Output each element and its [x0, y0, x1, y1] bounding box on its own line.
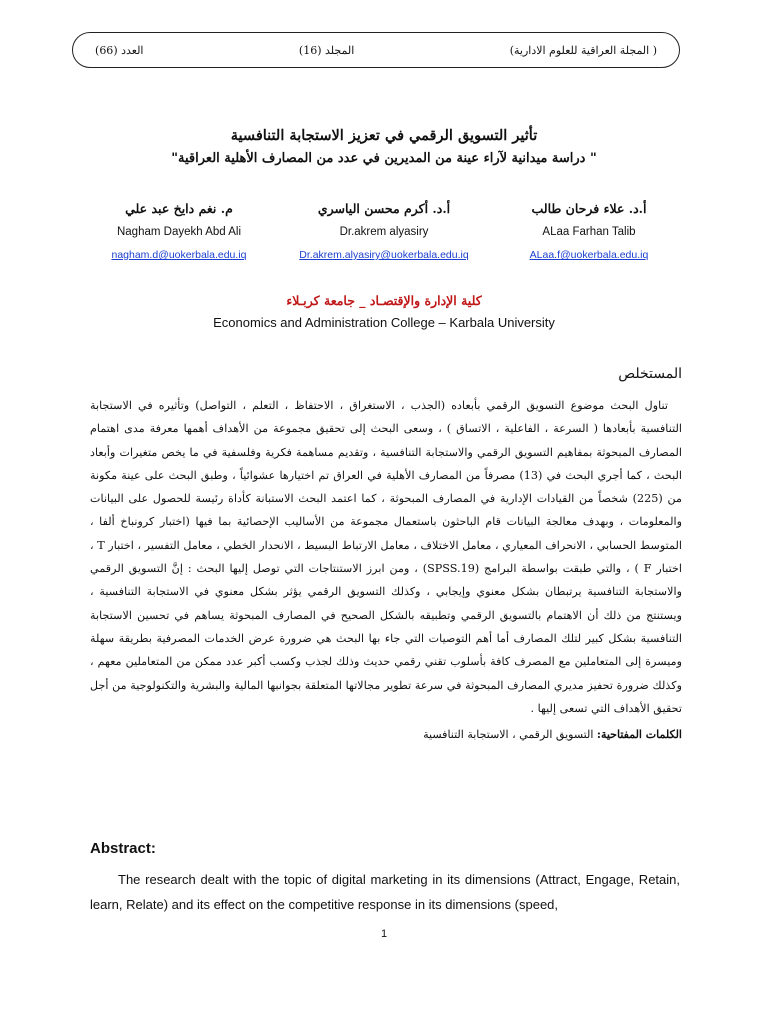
title-block: [0, 124, 768, 170]
english-abstract-heading: Abstract:: [90, 840, 156, 857]
affiliation: [0, 290, 768, 334]
keywords-line: [90, 726, 682, 744]
author-email-link[interactable]: ALaa.f@uokerbala.edu.iq: [529, 249, 649, 261]
arabic-abstract-heading: المستخلص: [618, 366, 682, 382]
arabic-abstract-body: تناول البحث موضوع التسويق الرقمي بأبعاده (الجذب ، الاستغراق ، الاحتفاظ ، التعلم ، التواصل) وتأثيره في الاستجابة التنافسية بأبعادها ( السرعة ، الفاعلية ، الاتساق ) ، وسعى البحث إلى تحقيق مجموعة من الأهداف أهمها معرفة مدى اهتمام المصارف المبحوثة بمفاهيم التسويق الرقمي والاستجابة التنافسية ، وتقديم مساهمة فكرية وفلسفية في ما يخص متغيرات وأبعاد البحث ، كما أجري البحث في (13) مصرفاً من المصارف الأهلية في العراق تم اختيارها عشوائياً ، وطبق البحث على عينة مكونة من (225) شخصاً من القيادات الإدارية في المصارف المبحوثة ، كما اعتمد البحث الاستبانة كأداة رئيسة للحصول على البيانات والمعلومات ، وبهدف معالجة البيانات قام الباحثون باستعمال مجموعة من الأساليب الإحصائية بما فيها (اختبار كرونباخ ألفا ، المتوسط الحسابي ، الانحراف المعياري ، معامل الاختلاف ، معامل الارتباط البسيط ، الانحدار الخطي ، معامل التفسير ، اختبار T ، اختبار F ) ، والتي طبقت بواسطة البرامج (SPSS.19) ، ومن ابرز الاستنتاجات التي توصل إليها البحث : إنَّ التسويق الرقمي والاستجابة التنافسية يرتبطان بشكل معنوي وإيجابي ، وكذلك التسويق الرقمي يؤثر بشكل معنوي في الاستجابة التنافسية ، ويستنتج من ذلك أن الاهتمام بالتسويق الرقمي وتطبيقه بالشكل الصحيح في المصارف المبحوثة يساهم في تحسين الاستجابة التنافسية بشكل كبير لتلك المصارف أما أهم التوصيات التي جاء بها البحث هي ضرورة عرض الخدمات المصرفية بطريقة سهلة وميسرة إلى المتعاملين مع المصرف كافة بأسلوب تقني رقمي حديث وذلك لجذب وكسب أكبر عدد ممكن من المتعاملين معهم ، وكذلك ضرورة تحفيز مديري المصارف المبحوثة في سرعة تطوير مجالاتها المتعلقة بجوانبها المالية والبشرية والتكنولوجية من أجل تحقيق الأهداف التي تسعى إليها .: [90, 399, 682, 715]
college-english: Economics and Administration College – Karbala University: [213, 315, 555, 330]
author-name-english: Dr.akrem alyasiry: [339, 226, 429, 238]
keywords-text: التسويق الرقمي ، الاستجابة التنافسية: [423, 728, 594, 742]
author-2: [289, 198, 479, 266]
author-name-arabic: أ.د. علاء فرحان طالب: [531, 201, 647, 216]
author-1: [494, 198, 684, 266]
author-list: [84, 198, 684, 266]
author-email-link[interactable]: Dr.akrem.alyasiry@uokerbala.edu.iq: [299, 249, 469, 261]
college-arabic: كلية الإدارة والإقتصـاد _ جامعة كربـلاء: [286, 293, 482, 308]
author-name-arabic: أ.د. أكرم محسن الياسري: [317, 201, 451, 216]
arabic-abstract: [90, 362, 682, 744]
keywords-label: الكلمات المفتاحية:: [596, 728, 682, 742]
english-abstract: [90, 840, 680, 917]
page-number: 1: [380, 928, 388, 940]
issue-label: العدد (66): [95, 43, 144, 57]
volume-label: المجلد (16): [298, 43, 355, 57]
paper-title: تأثير التسويق الرقمي في تعزيز الاستجابة التنافسية: [230, 127, 538, 144]
paper-subtitle: " دراسة ميدانية لآراء عينة من المديرين في عدد من المصارف الأهلية العراقية": [171, 151, 597, 166]
journal-name: ( المجلة العراقية للعلوم الادارية): [509, 43, 657, 57]
author-name-english: Nagham Dayekh Abd Ali: [116, 226, 242, 238]
english-abstract-body: The research dealt with the topic of digital marketing in its dimensions (Attract, Engage, Retain, learn, Relate) and its effect on the competitive response in its dimensions (speed,: [90, 872, 680, 912]
author-3: [84, 198, 274, 266]
author-name-english: ALaa Farhan Talib: [542, 226, 636, 238]
journal-header: [72, 32, 680, 68]
author-email-link[interactable]: nagham.d@uokerbala.edu.iq: [111, 249, 247, 261]
author-name-arabic: م. نغم دايخ عبد علي: [125, 201, 233, 216]
